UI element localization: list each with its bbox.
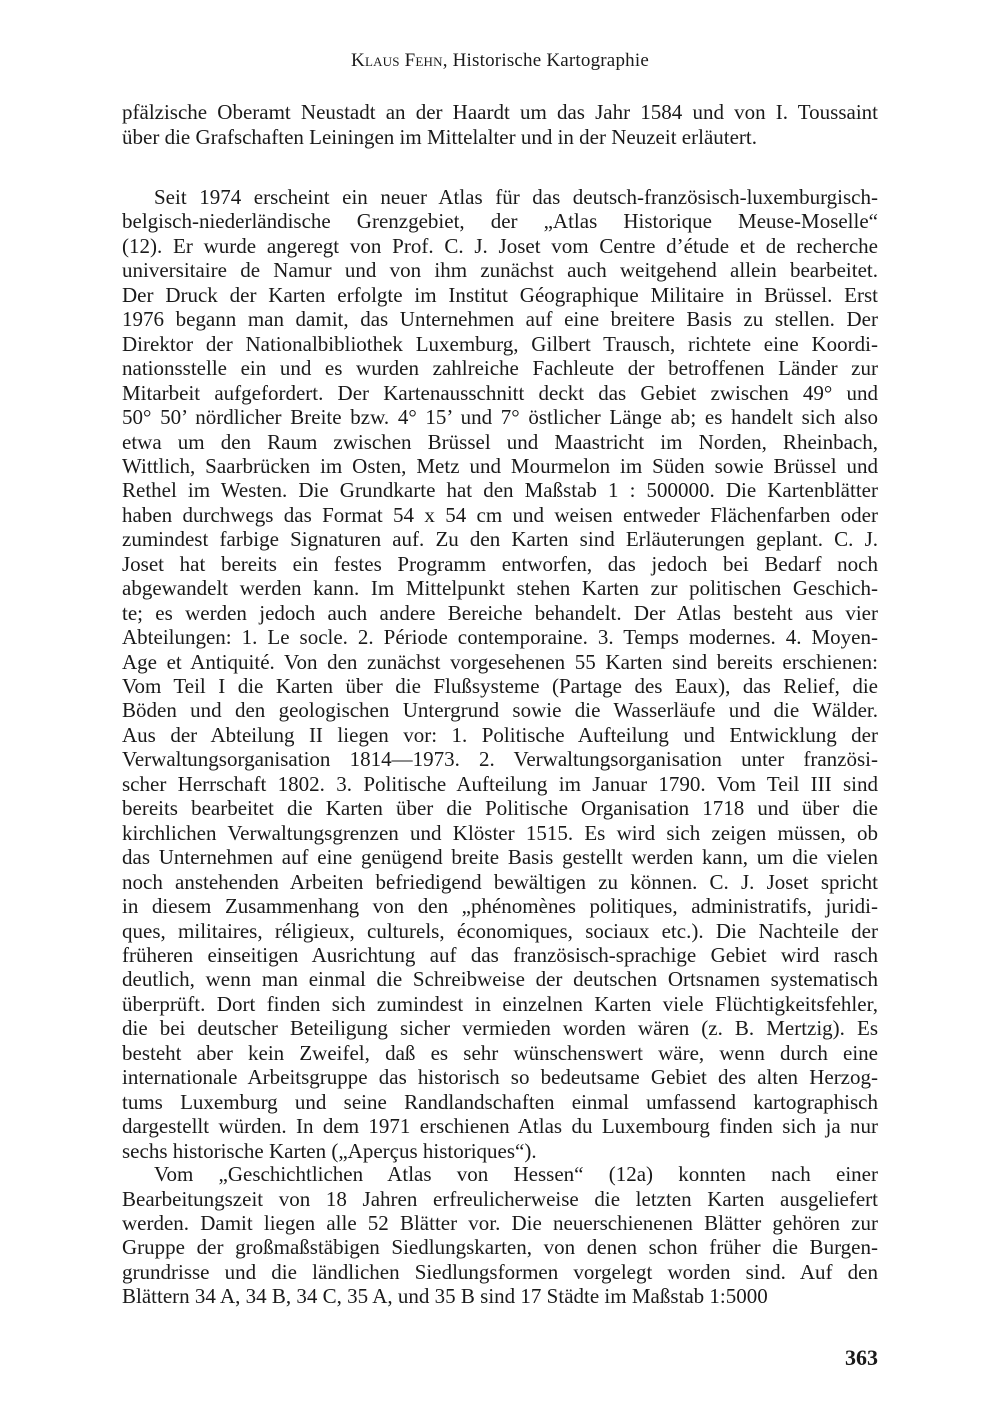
- text-line: Verwaltungsorganisation 1814—1973. 2. Verwaltungsorganisation unter französi-: [122, 747, 878, 772]
- text-line: internationale Arbeitsgruppe das historisch so bedeutsame Gebiet des alten Herzog-: [122, 1065, 878, 1090]
- text-line: Direktor der Nationalbibliothek Luxemburg, Gilbert Trausch, richtete eine Koordi-: [122, 331, 878, 356]
- text-line: scher Herrschaft 1802. 3. Politische Aufteilung im Januar 1790. Vom Teil III sind: [122, 771, 878, 796]
- text-line: te; es werden jedoch auch andere Bereiche behandelt. Der Atlas besteht aus vier: [122, 600, 878, 625]
- text-line: deutlich, wenn man einmal die Schreibweise der deutschen Ortsnamen systematisch: [122, 967, 878, 992]
- header-author: Klaus Fehn: [351, 50, 443, 71]
- text-line: Wittlich, Saarbrücken im Osten, Metz und Mourmelon im Süden sowie Brüssel und: [122, 453, 878, 478]
- text-line: Age et Antiquité. Von den zunächst vorgesehenen 55 Karten sind bereits erschienen:: [122, 649, 878, 674]
- text-line: Rethel im Westen. Die Grundkarte hat den Maßstab 1 : 500000. Die Kartenblätter: [122, 478, 878, 503]
- text-line: abgewandelt werden kann. Im Mittelpunkt stehen Karten zur politischen Geschich-: [122, 576, 878, 601]
- text-line: zumindest farbige Signaturen auf. Zu den Karten sind Erläuterungen geplant. C. J.: [122, 527, 878, 552]
- text-line: Blättern 34 A, 34 B, 34 C, 35 A, und 35 B sind 17 Städte im Maßstab 1:5000: [122, 1284, 768, 1309]
- running-header: [0, 50, 1000, 72]
- text-line: bereits bearbeitet die Karten über die Politische Organisation 1718 und über die: [122, 796, 878, 821]
- text-line: universitaire de Namur und von ihm zunächst auch weitgehend allein bearbeitet.: [122, 258, 878, 283]
- text-line: etwa um den Raum zwischen Brüssel und Maastricht im Norden, Rheinbach,: [122, 429, 878, 454]
- text-line: grundrisse und die ländlichen Siedlungsformen vorgelegt worden sind. Auf den: [122, 1259, 878, 1284]
- text-line: das Unternehmen auf eine genügend breite Basis gestellt werden kann, um die vielen: [122, 845, 878, 870]
- text-line: früheren einseitigen Ausrichtung auf das französisch-sprachige Gebiet wird rasch: [122, 942, 878, 967]
- text-line: Joset hat bereits ein festes Programm entworfen, das jedoch bei Bedarf noch: [122, 551, 878, 576]
- text-line: in diesem Zusammenhang von den „phénomènes politiques, administratifs, juridi-: [122, 894, 878, 918]
- text-line: haben durchwegs das Format 54 x 54 cm und weisen entweder Flächenfarben oder: [122, 502, 878, 527]
- text-line: dargestellt würden. In dem 1971 erschienen Atlas du Luxembourg finden sich ja nur: [122, 1114, 878, 1139]
- text-line: tums Luxemburg und seine Randlandschaften einmal umfassend kartographisch: [122, 1089, 878, 1114]
- text-line: Abteilungen: 1. Le socle. 2. Période contemporaine. 3. Temps modernes. 4. Moyen-: [122, 625, 878, 650]
- text-line: Gruppe der großmaßstäbigen Siedlungskarten, von denen schon früher die Burgen-: [122, 1235, 878, 1260]
- text-line: überprüft. Dort finden sich zumindest in einzelnen Karten viele Flüchtigkeitsfehler,: [122, 991, 878, 1016]
- text-line: Mitarbeit aufgefordert. Der Kartenausschnitt deckt das Gebiet zwischen 49° und: [122, 380, 878, 405]
- text-line: besteht aber kein Zweifel, daß es sehr wünschenswert wäre, wenn durch eine: [122, 1040, 878, 1065]
- text-line: Der Druck der Karten erfolgte im Institut Géographique Militaire in Brüssel. Erst: [122, 282, 878, 307]
- header-title: , Historische Kartographie: [442, 50, 649, 71]
- text-line: 1976 begann man damit, das Unternehmen auf eine breitere Basis zu stellen. Der: [122, 307, 878, 332]
- text-line: kirchlichen Verwaltungsgrenzen und Klöster 1515. Es wird sich zeigen müssen, ob: [122, 820, 878, 845]
- text-line: Vom „Geschichtlichen Atlas von Hessen“ (12a) konnten nach einer: [154, 1162, 878, 1186]
- text-line: Böden und den geologischen Untergrund sowie die Wasserläufe und die Wälder.: [122, 698, 878, 723]
- text-line: die bei deutscher Beteiligung sicher vermieden worden wären (z. B. Mertzig). Es: [122, 1016, 878, 1041]
- text-line: (12). Er wurde angeregt von Prof. C. J. Joset vom Centre d’étude et de recherche: [122, 233, 878, 258]
- text-line: 50° 50’ nördlicher Breite bzw. 4° 15’ und 7° östlicher Länge ab; es handelt sich also: [122, 405, 878, 429]
- text-line: werden. Damit liegen alle 52 Blätter vor. Die neuerschienenen Blätter gehören zur: [122, 1210, 878, 1235]
- text-line: Bearbeitungszeit von 18 Jahren erfreulicherweise die letzten Karten ausgeliefert: [122, 1186, 878, 1211]
- text-line: Aus der Abteilung II liegen vor: 1. Politische Aufteilung und Entwicklung der: [122, 722, 878, 747]
- text-line: Seit 1974 erscheint ein neuer Atlas für das deutsch-französisch-luxemburgisch-: [154, 185, 878, 209]
- text-line: belgisch-niederländische Grenzgebiet, der „Atlas Historique Meuse-Moselle“: [122, 209, 878, 234]
- text-line: sechs historische Karten („Aperçus historiques“).: [122, 1138, 537, 1163]
- text-line: noch anstehenden Arbeiten befriedigend bewältigen zu können. C. J. Joset spricht: [122, 869, 878, 894]
- text-line: über die Grafschaften Leiningen im Mittelalter und in der Neuzeit erläutert.: [122, 124, 757, 149]
- text-line: ques, militaires, réligieux, culturels, économiques, sociaux etc.). Die Nachteile der: [122, 918, 878, 943]
- text-line: pfälzische Oberamt Neustadt an der Haardt um das Jahr 1584 und von I. Toussaint: [122, 100, 878, 124]
- page-number: 363: [845, 1345, 878, 1370]
- text-line: nationsstelle ein und es wurden zahlreiche Fachleute der betroffenen Länder zur: [122, 356, 878, 381]
- text-line: Vom Teil I die Karten über die Flußsysteme (Partage des Eaux), das Relief, die: [122, 674, 878, 698]
